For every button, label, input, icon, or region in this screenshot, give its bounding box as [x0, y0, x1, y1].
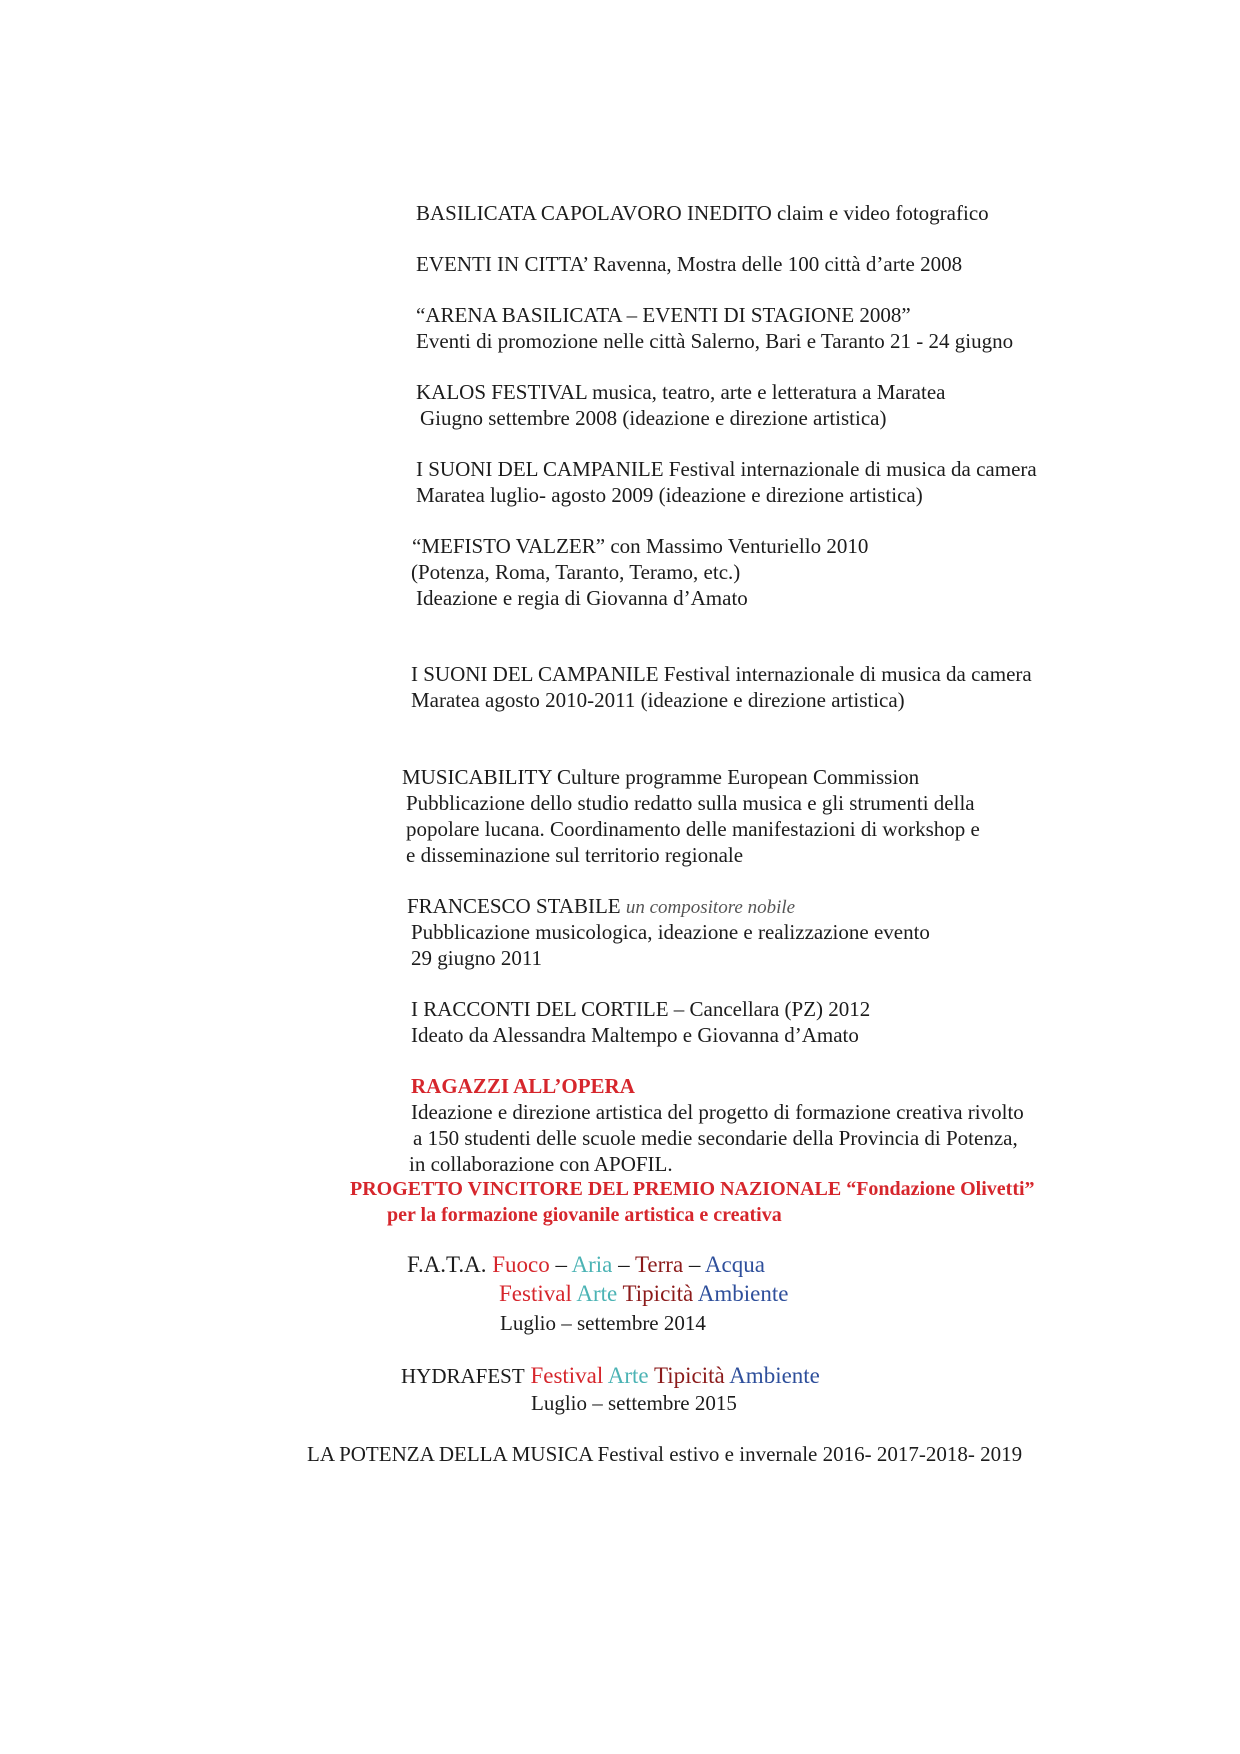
entry-mefisto-valzer [412, 533, 868, 559]
fata-title [407, 1252, 765, 1278]
entry-line: Eventi di promozione nelle città Salerno, Bari e Taranto 21 - 24 giugno [416, 329, 1014, 353]
fata-word-ambiente: Ambiente [697, 1281, 789, 1306]
entry-mefisto-valzer-cities [411, 559, 740, 585]
entry-line: Pubblicazione musicologica, ideazione e realizzazione evento [411, 920, 930, 944]
fata-separator: – [618, 1252, 630, 1277]
entry-musicability-line2 [406, 790, 975, 816]
entry-suoni-campanile-2009-detail [416, 482, 923, 508]
entry-suoni-campanile-2010 [411, 661, 1032, 687]
hydrafest-word-ambiente: Ambiente [729, 1363, 820, 1388]
fata-prefix: F.A.T.A. [407, 1252, 487, 1277]
fata-word-arte: Arte [576, 1281, 618, 1306]
entry-ragazzi-opera-line1 [411, 1099, 1024, 1125]
entry-arena-basilicata [416, 302, 911, 328]
entry-potenza-musica [307, 1441, 1022, 1467]
hydrafest-title [401, 1363, 820, 1389]
entry-line: I RACCONTI DEL CORTILE – Cancellara (PZ) 2012 [411, 997, 871, 1021]
entry-ragazzi-opera-line2 [413, 1125, 1018, 1151]
entry-line: Maratea luglio- agosto 2009 (ideazione e direzione artistica) [416, 483, 923, 507]
hydrafest-prefix: HYDRAFEST [401, 1364, 525, 1388]
entry-racconti-cortile [411, 996, 870, 1022]
fata-dates [500, 1310, 706, 1336]
entry-line: a 150 studenti delle scuole medie secondarie della Provincia di Potenza, [413, 1126, 1018, 1150]
entry-line: 29 giugno 2011 [411, 946, 543, 970]
entry-line: Maratea agosto 2010-2011 (ideazione e direzione artistica) [411, 688, 905, 712]
entry-line: popolare lucana. Coordinamento delle manifestazioni di workshop e [406, 817, 980, 841]
entry-ragazzi-opera-title [411, 1073, 635, 1099]
entry-line: I SUONI DEL CAMPANILE Festival internazionale di musica da camera [411, 662, 1032, 686]
hydrafest-dates [531, 1390, 737, 1416]
entry-kalos-festival-detail [420, 405, 886, 431]
entry-eventi-in-citta [416, 251, 962, 277]
entry-mefisto-valzer-credits [416, 585, 748, 611]
entry-francesco-stabile [407, 893, 795, 921]
entry-line: Ideazione e regia di Giovanna d’Amato [416, 586, 748, 610]
entry-musicability-line3 [406, 816, 980, 842]
fata-subtitle [499, 1281, 788, 1307]
entry-line: MUSICABILITY Culture programme European Commission [402, 765, 920, 789]
entry-line: Ideazione e direzione artistica del progetto di formazione creativa rivolto [411, 1100, 1024, 1124]
entry-francesco-stabile-date [411, 945, 542, 971]
entry-line: in collaborazione con APOFIL. [409, 1152, 673, 1176]
entry-title: RAGAZZI ALL’OPERA [411, 1074, 635, 1098]
fata-word-tipicita: Tipicità [622, 1281, 694, 1306]
entry-line: BASILICATA CAPOLAVORO INEDITO claim e video fotografico [416, 201, 989, 225]
entry-line: Ideato da Alessandra Maltempo e Giovanna d’Amato [411, 1023, 859, 1047]
entry-line: EVENTI IN CITTA’ Ravenna, Mostra delle 100 città d’arte 2008 [416, 252, 963, 276]
entry-arena-basilicata-detail [416, 328, 1013, 354]
entry-line: LA POTENZA DELLA MUSICA Festival estivo e invernale 2016- 2017-2018- 2019 [307, 1442, 1023, 1466]
entry-francesco-stabile-detail [411, 919, 930, 945]
hydrafest-word-arte: Arte [607, 1363, 649, 1388]
entry-line: Giugno settembre 2008 (ideazione e direzione artistica) [420, 406, 887, 430]
award-line-2 [387, 1202, 782, 1228]
fata-word-acqua: Acqua [704, 1252, 765, 1277]
entry-line: “ARENA BASILICATA – EVENTI DI STAGIONE 2008” [416, 303, 911, 327]
award-line-1 [350, 1176, 1035, 1202]
entry-racconti-cortile-credits [411, 1022, 859, 1048]
fata-word-festival: Festival [499, 1281, 572, 1306]
hydrafest-dates-text: Luglio – settembre 2015 [531, 1391, 737, 1415]
fata-word-terra: Terra [634, 1252, 684, 1277]
award-text: per la formazione giovanile artistica e creativa [387, 1204, 782, 1226]
fata-word-fuoco: Fuoco [492, 1252, 550, 1277]
entry-suoni-campanile-2010-detail [411, 687, 905, 713]
entry-subtitle: un compositore nobile [625, 897, 796, 918]
entry-ragazzi-opera-line3 [409, 1151, 673, 1177]
entry-line: e disseminazione sul territorio regionale [406, 843, 744, 867]
entry-musicability [402, 764, 919, 790]
entry-musicability-line4 [406, 842, 743, 868]
entry-kalos-festival [416, 379, 945, 405]
fata-word-aria: Aria [571, 1252, 613, 1277]
entry-line: (Potenza, Roma, Taranto, Teramo, etc.) [411, 560, 741, 584]
entry-line: KALOS FESTIVAL musica, teatro, arte e letteratura a Maratea [416, 380, 946, 404]
entry-line: “MEFISTO VALZER” con Massimo Venturiello 2010 [412, 534, 869, 558]
fata-separator: – [555, 1252, 568, 1277]
entry-suoni-campanile-2009 [416, 456, 1037, 482]
entry-line: I SUONI DEL CAMPANILE Festival internazionale di musica da camera [416, 457, 1037, 481]
fata-dates-text: Luglio – settembre 2014 [500, 1311, 706, 1335]
entry-title: FRANCESCO STABILE [407, 894, 621, 918]
hydrafest-word-festival: Festival [530, 1363, 604, 1388]
fata-separator: – [688, 1252, 701, 1277]
hydrafest-word-tipicita: Tipicità [653, 1363, 725, 1388]
entry-basilicata [416, 200, 989, 226]
award-text: PROGETTO VINCITORE DEL PREMIO NAZIONALE “Fondazione Olivetti” [350, 1178, 1035, 1200]
entry-line: Pubblicazione dello studio redatto sulla musica e gli strumenti della [406, 791, 975, 815]
